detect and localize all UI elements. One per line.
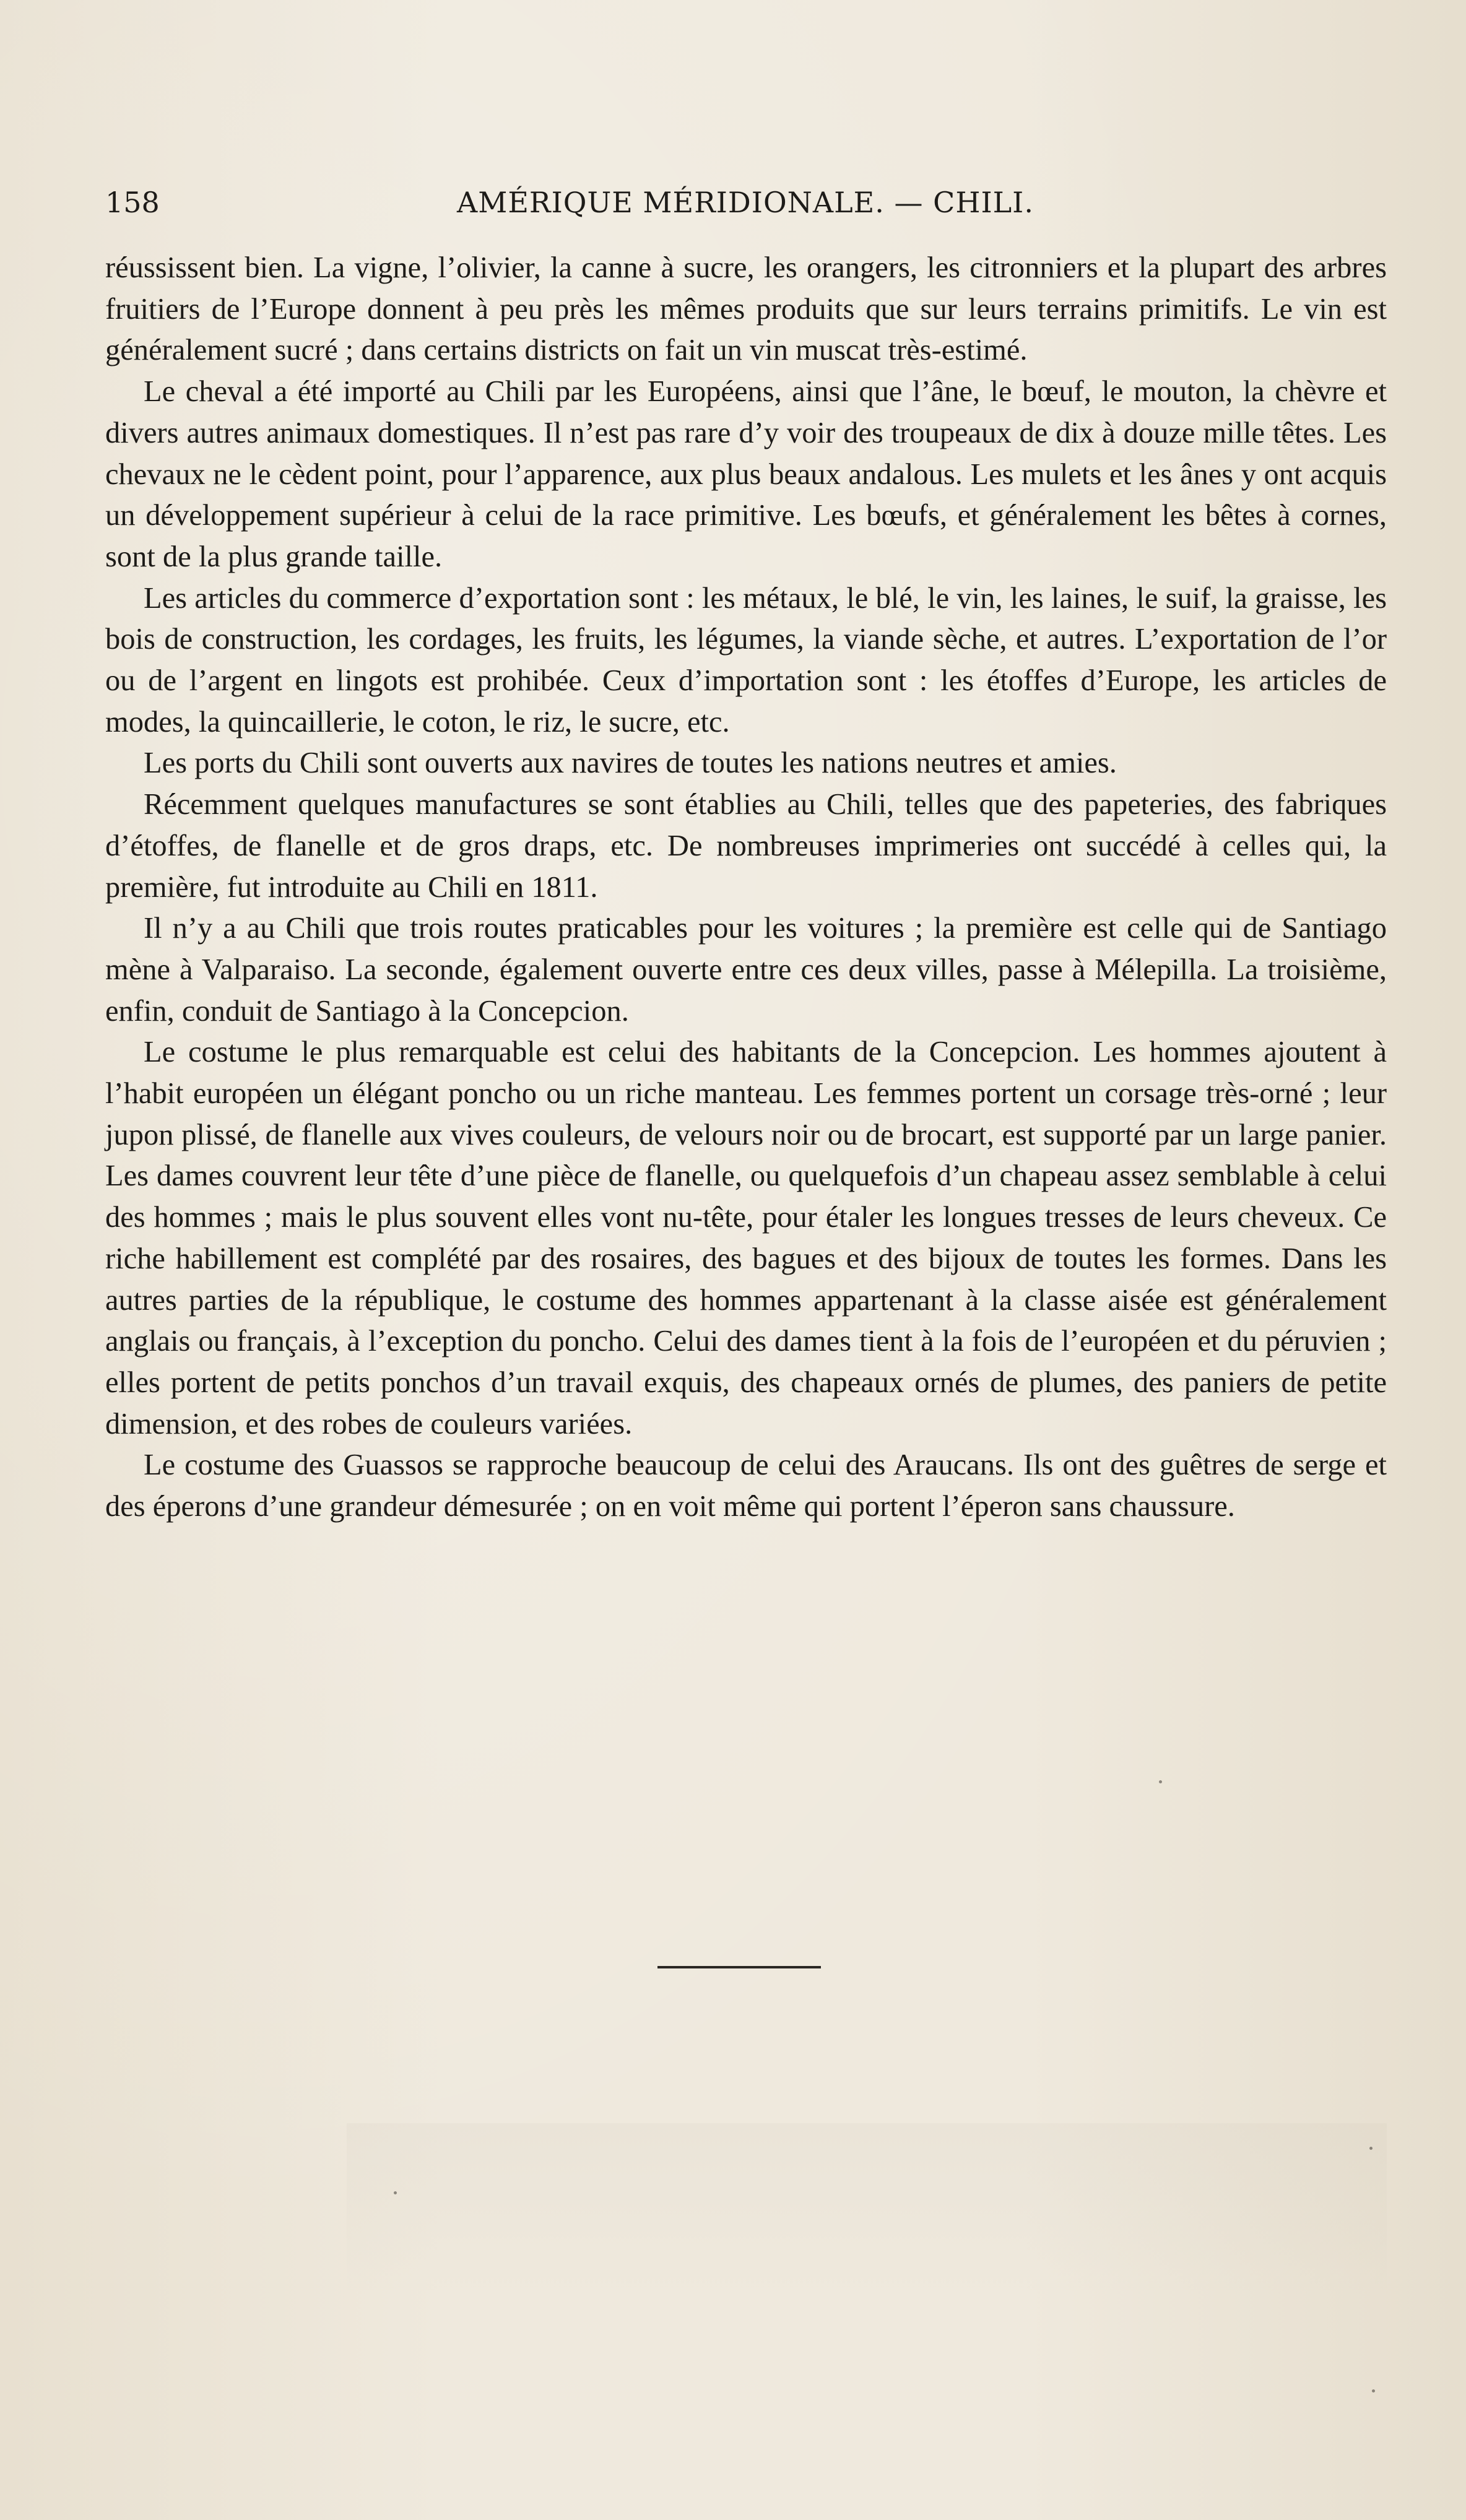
paragraph-costume: Le costume le plus remarquable est celui des habitants de la Concepcion. Les hommes ajoutent à l’habit européen un élégant poncho ou un riche manteau. Les femmes portent un corsage très-orné ; leur jupon plissé, de flanelle aux vives couleurs, de velours noir ou de brocart, est supporté par un large panier. Les dames couvrent leur tête d’une pièce de flanelle, ou quelquefois d’un chapeau assez semblable à celui des hommes ; mais le plus souvent elles vont nu-tête, pour étaler les longues tresses de leurs cheveux. Ce riche habillement est complété par des rosaires, des bagues et des bijoux de toutes les formes. Dans les autres parties de la république, le costume des hommes appartenant à la classe aisée est généralement anglais ou français, à l’exception du poncho. Celui des dames tient à la fois de l’européen et du péruvien ; elles portent de petits ponchos d’un travail exquis, des chapeaux ornés de plumes, des paniers de petite dimension, et des robes de couleurs variées. bbox=[105, 1036, 1387, 1440]
paragraph-ports: Les ports du Chili sont ouverts aux navires de toutes les nations neutres et amies. bbox=[144, 747, 1117, 780]
paper-speck bbox=[394, 2191, 397, 2194]
paragraph-commerce: Les articles du commerce d’exportation sont : les métaux, le blé, le vin, les laines, le suif, la graisse, les bois de construction, les cordages, les fruits, les légumes, la viande sèche, et autres. L’exportation de l’or ou de l’argent en lingots est prohibée. Ceux d’importation sont : les étoffes d’Europe, les articles de modes, la quincaillerie, le coton, le riz, le sucre, etc. bbox=[105, 581, 1387, 738]
paper-speck bbox=[1159, 1780, 1162, 1783]
paper-speck bbox=[1369, 2147, 1373, 2150]
paragraph-manufactures: Récemment quelques manufactures se sont établies au Chili, telles que des papeteries, des fabriques d’étoffes, de flanelle et de gros draps, etc. De nombreuses imprimeries ont succédé à celles qui, la première, fut introduite au Chili en 1811. bbox=[105, 788, 1387, 904]
section-end-rule bbox=[657, 1966, 821, 1968]
page-number: 158 bbox=[105, 186, 160, 219]
paper-speck bbox=[1372, 2389, 1375, 2392]
page-header bbox=[105, 181, 1386, 224]
paragraph-guassos: Le costume des Guassos se rapproche beaucoup de celui des Araucans. Ils ont des guêtres de serge et des éperons d’une grandeur démesurée ; on en voit même qui portent l’éperon sans chaussure. bbox=[105, 1448, 1387, 1523]
paragraph-continuation: réussissent bien. La vigne, l’olivier, la canne à sucre, les orangers, les citronniers et la plupart des arbres fruitiers de l’Europe donnent à peu près les mêmes produits que sur leurs terrains primitifs. Le vin est généralement sucré ; dans certains districts on fait un vin muscat très-estimé. bbox=[105, 251, 1387, 367]
paragraph-livestock: Le cheval a été importé au Chili par les Européens, ainsi que l’âne, le bœuf, le mouton, la chèvre et divers autres animaux domestiques. Il n’est pas rare d’y voir des troupeaux de dix à douze mille têtes. Les chevaux ne le cèdent point, pour l’apparence, aux plus beaux andalous. Les mulets et les ânes y ont acquis un développement supérieur à celui de la race primitive. Les bœufs, et généralement les bêtes à cornes, sont de la plus grande taille. bbox=[105, 375, 1387, 573]
running-title: AMÉRIQUE MÉRIDIONALE. — CHILI. bbox=[457, 186, 1034, 219]
paragraph-roads: Il n’y a au Chili que trois routes praticables pour les voitures ; la première est celle qui de Santiago mène à Valparaiso. La seconde, également ouverte entre ces deux villes, passe à Mélepilla. La troisième, enfin, conduit de Santiago à la Concepcion. bbox=[105, 912, 1387, 1028]
body-text bbox=[105, 248, 1387, 1528]
show-through-bleed bbox=[347, 2123, 1387, 2297]
